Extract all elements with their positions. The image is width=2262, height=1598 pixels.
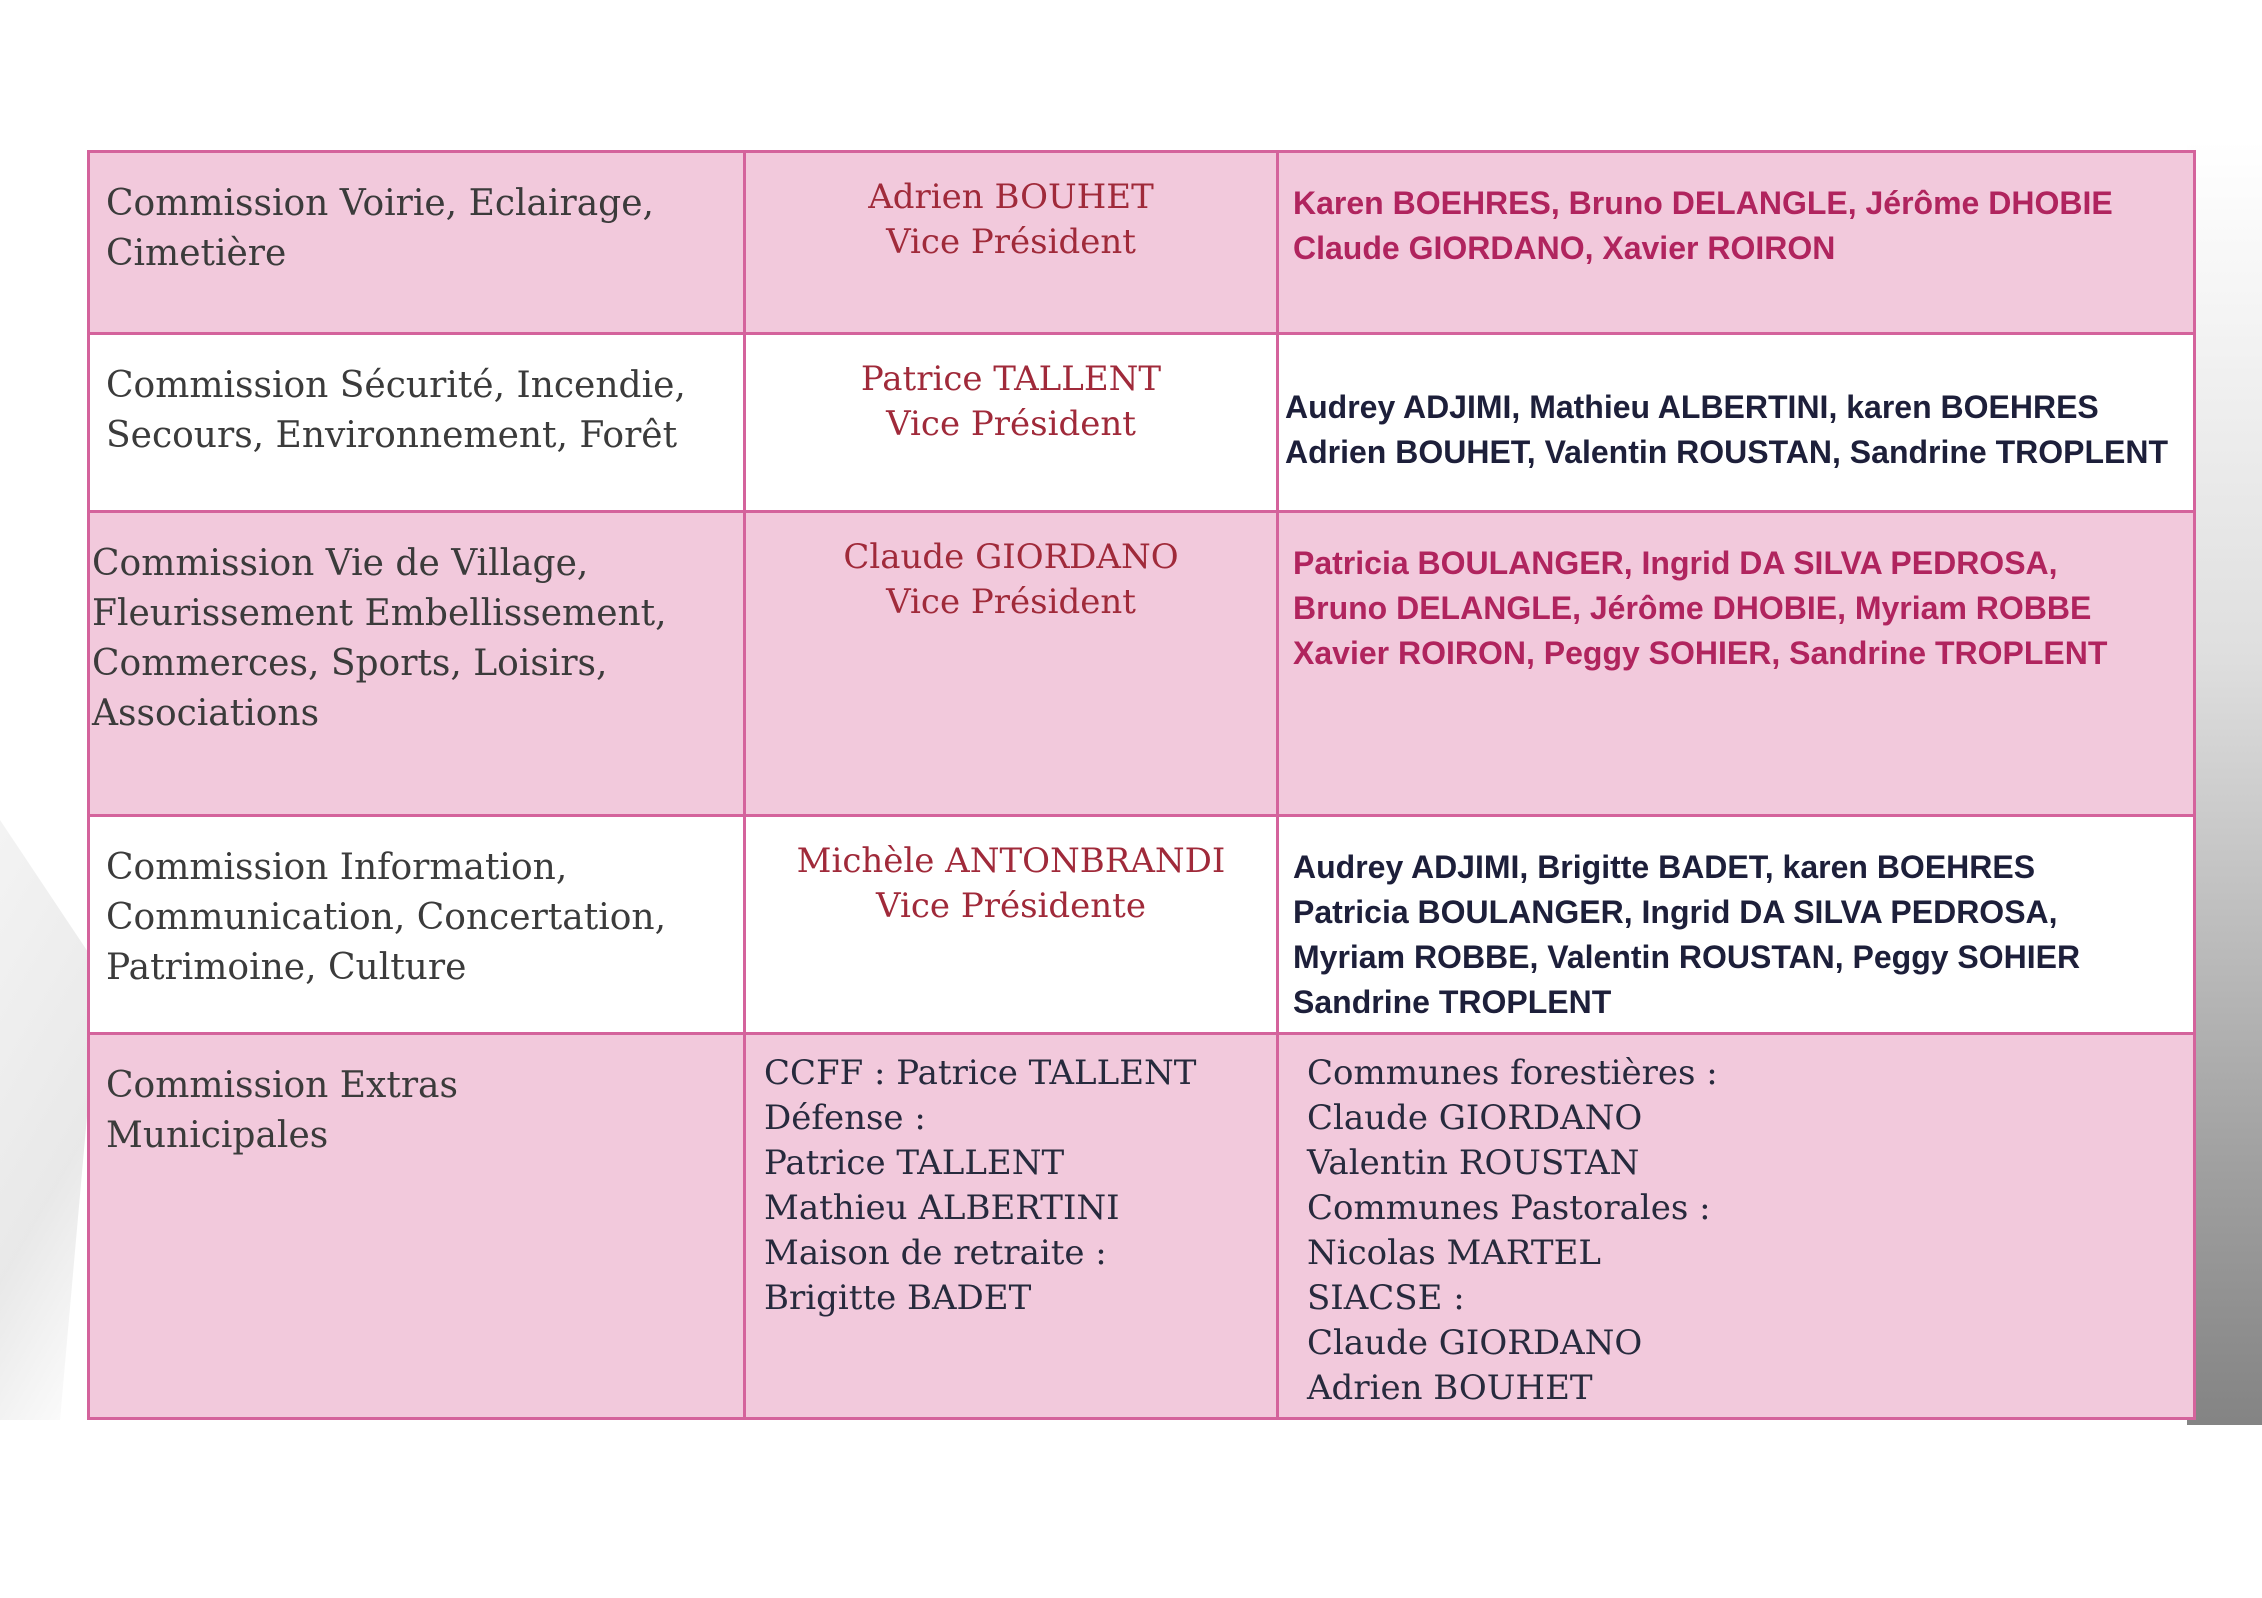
- commission-name: Commission Sécurité, Incendie, Secours, Environnement, Forêt: [106, 365, 686, 457]
- commission-cell: [89, 815, 745, 1033]
- commission-name: Commission Vie de Village, Fleurissement Embellissement, Commerces, Sports, Loisirs, Associations: [92, 542, 667, 734]
- delegates-list: CCFF : Patrice TALLENT Défense : Patrice TALLENT Mathieu ALBERTINI Maison de retraite : Brigitte BADET: [764, 1052, 1197, 1318]
- members-cell: [1278, 815, 2195, 1033]
- members-cell: [1278, 152, 2195, 334]
- president-cell: [745, 511, 1278, 815]
- president: [746, 335, 1276, 447]
- commission-cell: [89, 334, 745, 511]
- president: [746, 817, 1276, 929]
- scan-background-shape-right: [2187, 140, 2262, 1425]
- delegates-list: Communes forestières : Claude GIORDANO Valentin ROUSTAN Communes Pastorales : Nicolas MARTEL SIACSE : Claude GIORDANO Adrien BOUHET: [1307, 1052, 1718, 1408]
- president-role: Vice Présidente: [876, 885, 1146, 926]
- table-row-vie-de-village: [89, 511, 2195, 815]
- president-name: Adrien BOUHET: [868, 177, 1154, 217]
- president-name: Patrice TALLENT: [860, 359, 1162, 400]
- members-list: Karen BOEHRES, Bruno DELANGLE, Jérôme DHOBIE Claude GIORDANO, Xavier ROIRON: [1293, 185, 2113, 266]
- president-name: Michèle ANTONBRANDI: [796, 840, 1226, 881]
- commission-cell: [89, 152, 745, 334]
- president-role: Vice Président: [886, 581, 1136, 622]
- table-row-extras-municipales: [89, 1033, 2195, 1418]
- president: [746, 513, 1276, 625]
- table-row-voirie: [89, 152, 2195, 334]
- president-cell: [745, 334, 1278, 511]
- commission-name: Commission Extras Municipales: [106, 1064, 458, 1156]
- commission-name: Commission Information, Communication, Concertation, Patrimoine, Culture: [106, 846, 667, 988]
- commission-name: Commission Voirie, Eclairage, Cimetière: [106, 183, 654, 274]
- delegates-cell: [745, 1033, 1278, 1418]
- members-cell: [1278, 511, 2195, 815]
- commission-cell: [89, 511, 745, 815]
- members-list: Audrey ADJIMI, Brigitte BADET, karen BOEHRES Patricia BOULANGER, Ingrid DA SILVA PEDROSA, Myriam ROBBE, Valentin ROUSTAN, Peggy SOHIER Sandrine TROPLENT: [1293, 848, 2081, 1020]
- members-list: Patricia BOULANGER, Ingrid DA SILVA PEDROSA, Bruno DELANGLE, Jérôme DHOBIE, Myriam ROBBE Xavier ROIRON, Peggy SOHIER, Sandrine TROPLENT: [1293, 544, 2108, 671]
- scan-background-shape-left: [0, 820, 100, 1420]
- president-role: Vice Président: [886, 222, 1136, 262]
- members-cell: [1278, 334, 2195, 511]
- commissions-table: [87, 150, 2196, 1420]
- table-row-information: [89, 815, 2195, 1033]
- table-row-securite: [89, 334, 2195, 511]
- delegates-cell: [1278, 1033, 2195, 1418]
- president-cell: [745, 152, 1278, 334]
- president-cell: [745, 815, 1278, 1033]
- president-role: Vice Président: [886, 404, 1136, 445]
- president: [746, 153, 1276, 265]
- members-list: Audrey ADJIMI, Mathieu ALBERTINI, karen BOEHRES Adrien BOUHET, Valentin ROUSTAN, Sandrine TROPLENT: [1285, 389, 2169, 471]
- president-name: Claude GIORDANO: [843, 536, 1179, 577]
- commission-cell: [89, 1033, 745, 1418]
